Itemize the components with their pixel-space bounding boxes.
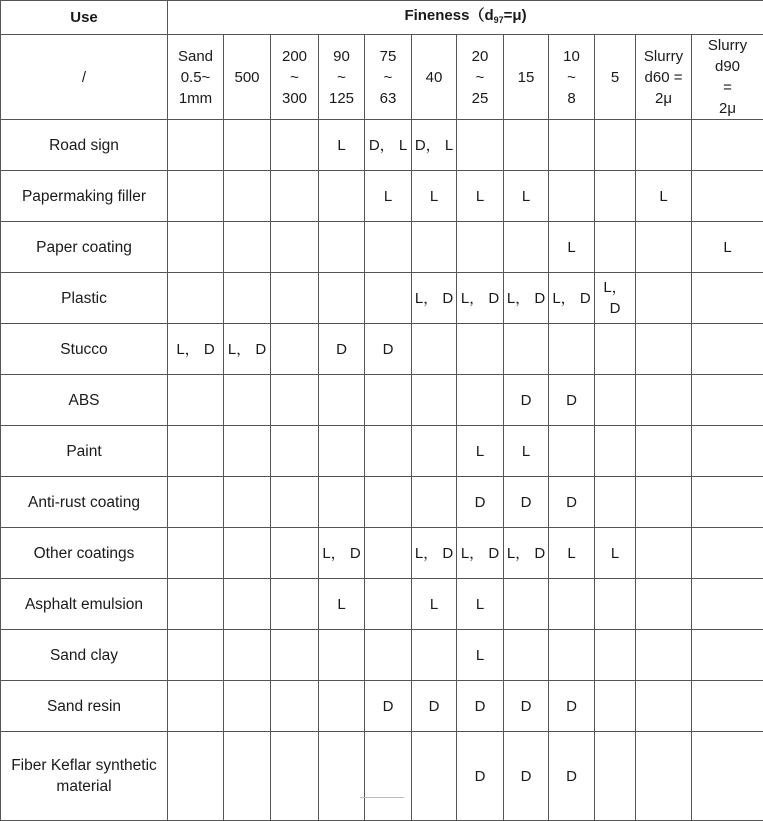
fineness-cell	[224, 732, 271, 821]
fineness-cell	[224, 273, 271, 324]
fineness-cell	[504, 579, 549, 630]
fineness-cell: L， D	[595, 273, 636, 324]
fineness-cell	[168, 120, 224, 171]
fineness-cell	[168, 477, 224, 528]
fineness-cell	[549, 171, 595, 222]
fineness-cell: D	[365, 324, 412, 375]
fineness-cell: D	[504, 681, 549, 732]
fineness-cell: L， D	[319, 528, 365, 579]
fineness-column-label: 75 ~ 63	[367, 46, 409, 109]
fineness-cell	[319, 375, 365, 426]
fineness-cell	[365, 630, 412, 681]
fineness-column-header	[168, 1, 763, 35]
fineness-cell: D	[504, 375, 549, 426]
table-row	[1, 222, 763, 273]
slash-cell: /	[1, 35, 168, 120]
fineness-column-label: 40	[414, 67, 454, 88]
fineness-cell	[168, 222, 224, 273]
fineness-cell	[271, 375, 319, 426]
fineness-cell	[412, 324, 457, 375]
fineness-cell	[549, 579, 595, 630]
fineness-label-prefix: Fineness（d	[404, 7, 493, 24]
table-row	[1, 477, 763, 528]
fineness-cell: D	[549, 375, 595, 426]
fineness-cell: L	[457, 426, 504, 477]
fineness-cell	[319, 426, 365, 477]
fineness-column-5	[412, 35, 457, 120]
fineness-cell	[457, 120, 504, 171]
fineness-cell	[365, 222, 412, 273]
fineness-cell	[692, 324, 763, 375]
fineness-cell	[595, 732, 636, 821]
fineness-cell	[168, 732, 224, 821]
fineness-column-label: 5	[597, 67, 633, 88]
fineness-cell	[595, 171, 636, 222]
fineness-cell: L	[504, 426, 549, 477]
fineness-cell	[457, 222, 504, 273]
fineness-cell	[595, 222, 636, 273]
fineness-cell	[412, 630, 457, 681]
fineness-cell	[692, 528, 763, 579]
fineness-cell	[224, 222, 271, 273]
use-cell: Other coatings	[1, 528, 168, 579]
fineness-cell	[271, 630, 319, 681]
fineness-cell	[271, 477, 319, 528]
fineness-cell	[168, 375, 224, 426]
fineness-cell	[549, 120, 595, 171]
fineness-column-0	[168, 35, 224, 120]
fineness-column-label: Slurry d60 = 2μ	[638, 46, 689, 109]
fineness-cell	[224, 375, 271, 426]
fineness-cell	[412, 426, 457, 477]
fineness-cell: L	[595, 528, 636, 579]
fineness-cell	[365, 273, 412, 324]
fineness-cell	[636, 273, 692, 324]
fineness-cell: L	[412, 171, 457, 222]
fineness-column-label: 500	[226, 67, 268, 88]
fineness-cell	[457, 375, 504, 426]
fineness-cell	[636, 222, 692, 273]
table-body	[1, 120, 763, 821]
fineness-cell	[504, 630, 549, 681]
fineness-cell	[168, 630, 224, 681]
fineness-cell	[271, 681, 319, 732]
use-cell: Sand resin	[1, 681, 168, 732]
fineness-cell	[692, 426, 763, 477]
fineness-column-4	[365, 35, 412, 120]
fineness-column-label: 200 ~ 300	[273, 46, 316, 109]
fineness-cell	[504, 222, 549, 273]
fineness-column-label: Slurry d90 = 2μ	[694, 35, 761, 119]
fineness-cell	[692, 273, 763, 324]
use-cell: Paint	[1, 426, 168, 477]
use-cell: Road sign	[1, 120, 168, 171]
fineness-cell	[412, 222, 457, 273]
fineness-cell	[224, 579, 271, 630]
fineness-cell	[692, 375, 763, 426]
fineness-cell: D	[457, 732, 504, 821]
fineness-cell	[271, 528, 319, 579]
use-cell: Sand clay	[1, 630, 168, 681]
fineness-column-label: 20 ~ 25	[459, 46, 501, 109]
fineness-cell	[636, 528, 692, 579]
fineness-cell	[595, 477, 636, 528]
table-row	[1, 273, 763, 324]
fineness-cell	[692, 171, 763, 222]
fineness-column-label: 10 ~ 8	[551, 46, 592, 109]
fineness-cell	[319, 681, 365, 732]
fineness-cell: L， D	[168, 324, 224, 375]
fineness-cell	[692, 579, 763, 630]
fineness-cell	[692, 732, 763, 821]
table-row	[1, 120, 763, 171]
fineness-cell	[365, 528, 412, 579]
fineness-column-11	[692, 35, 763, 120]
fineness-cell: L	[692, 222, 763, 273]
fineness-cell	[365, 579, 412, 630]
fineness-cell: D	[457, 681, 504, 732]
fineness-cell	[168, 426, 224, 477]
fineness-cell	[271, 324, 319, 375]
fineness-column-6	[457, 35, 504, 120]
fineness-column-label: 15	[506, 67, 546, 88]
use-cell: ABS	[1, 375, 168, 426]
fineness-cell: L	[365, 171, 412, 222]
fineness-cell	[168, 273, 224, 324]
fineness-cell	[549, 426, 595, 477]
fineness-cell	[636, 426, 692, 477]
fineness-cell: L， D	[457, 273, 504, 324]
fineness-cell: D	[504, 477, 549, 528]
fineness-cell	[636, 375, 692, 426]
fineness-cell: D	[319, 324, 365, 375]
fineness-cell	[365, 477, 412, 528]
fineness-cell: L	[457, 171, 504, 222]
fineness-cell	[319, 222, 365, 273]
fineness-cell	[412, 477, 457, 528]
fineness-cell	[224, 120, 271, 171]
table-row	[1, 528, 763, 579]
fineness-cell	[271, 222, 319, 273]
fineness-cell	[692, 477, 763, 528]
fineness-cell: D， L	[365, 120, 412, 171]
fineness-cell	[168, 681, 224, 732]
fineness-cell	[168, 171, 224, 222]
fineness-column-10	[636, 35, 692, 120]
fineness-cell: L	[549, 528, 595, 579]
fineness-cell	[457, 324, 504, 375]
fineness-cell	[365, 375, 412, 426]
fineness-cell	[224, 528, 271, 579]
fineness-cell	[636, 630, 692, 681]
fineness-cell	[595, 120, 636, 171]
fineness-cell: D	[412, 681, 457, 732]
fineness-cell	[271, 426, 319, 477]
table-row	[1, 579, 763, 630]
fineness-cell	[271, 120, 319, 171]
fineness-cell	[636, 681, 692, 732]
fineness-column-2	[271, 35, 319, 120]
table-row	[1, 375, 763, 426]
fineness-cell: D	[365, 681, 412, 732]
fineness-cell	[271, 171, 319, 222]
table-row	[1, 426, 763, 477]
fineness-cell: L	[319, 579, 365, 630]
fineness-cell: L	[549, 222, 595, 273]
fineness-cell	[595, 426, 636, 477]
fineness-cell	[224, 171, 271, 222]
fineness-cell: L， D	[549, 273, 595, 324]
table-row	[1, 732, 763, 821]
use-column-header: Use	[1, 1, 168, 35]
use-cell: Paper coating	[1, 222, 168, 273]
fineness-cell	[271, 579, 319, 630]
fineness-cell	[224, 477, 271, 528]
fineness-cell	[319, 477, 365, 528]
fineness-cell	[224, 681, 271, 732]
use-cell: Fiber Keflar synthetic material	[1, 732, 168, 821]
fineness-cell: L	[319, 120, 365, 171]
fineness-column-9	[595, 35, 636, 120]
fineness-cell	[412, 375, 457, 426]
fineness-cell: L， D	[412, 528, 457, 579]
fineness-cell	[271, 732, 319, 821]
fineness-cell	[595, 375, 636, 426]
fineness-cell: L， D	[457, 528, 504, 579]
fineness-column-8	[549, 35, 595, 120]
use-cell: Anti-rust coating	[1, 477, 168, 528]
fineness-cell	[692, 630, 763, 681]
fineness-cell	[595, 579, 636, 630]
fineness-cell	[224, 630, 271, 681]
use-cell: Papermaking filler	[1, 171, 168, 222]
fineness-cell	[595, 324, 636, 375]
fineness-cell	[224, 426, 271, 477]
table-header-row	[1, 1, 763, 35]
use-cell: Plastic	[1, 273, 168, 324]
use-cell: Asphalt emulsion	[1, 579, 168, 630]
fineness-label-suffix: =μ)	[504, 7, 527, 24]
fineness-column-label: 90 ~ 125	[321, 46, 362, 109]
fineness-cell: L， D	[504, 528, 549, 579]
fineness-cell	[319, 171, 365, 222]
fineness-subheader-row	[1, 35, 763, 120]
fineness-cell: D	[457, 477, 504, 528]
fineness-column-1	[224, 35, 271, 120]
fineness-cell	[412, 732, 457, 821]
fineness-cell	[636, 732, 692, 821]
fineness-column-3	[319, 35, 365, 120]
fineness-cell: D	[549, 732, 595, 821]
fineness-cell: D， L	[412, 120, 457, 171]
fineness-cell: L， D	[412, 273, 457, 324]
fineness-cell: L	[457, 630, 504, 681]
fineness-cell	[595, 630, 636, 681]
fineness-column-label: Sand 0.5~ 1mm	[170, 46, 221, 109]
fineness-cell: D	[549, 681, 595, 732]
fineness-cell: L	[457, 579, 504, 630]
fineness-cell: L， D	[504, 273, 549, 324]
fineness-cell	[271, 273, 319, 324]
fineness-cell	[168, 528, 224, 579]
fineness-cell	[692, 681, 763, 732]
use-cell: Stucco	[1, 324, 168, 375]
fineness-label-subscript: 97	[494, 15, 504, 25]
fineness-cell: L	[504, 171, 549, 222]
fineness-cell	[636, 324, 692, 375]
fineness-cell: D	[549, 477, 595, 528]
fineness-cell	[595, 681, 636, 732]
table-row	[1, 324, 763, 375]
fineness-cell	[636, 120, 692, 171]
fineness-cell	[319, 732, 365, 821]
table-row	[1, 681, 763, 732]
fineness-cell	[365, 732, 412, 821]
fineness-column-7	[504, 35, 549, 120]
fineness-cell	[168, 579, 224, 630]
fineness-cell	[692, 120, 763, 171]
fineness-cell	[636, 579, 692, 630]
fineness-cell: D	[504, 732, 549, 821]
table-row	[1, 171, 763, 222]
page-edge-mark	[360, 797, 404, 801]
fineness-cell	[549, 630, 595, 681]
fineness-cell	[504, 324, 549, 375]
fineness-cell	[319, 273, 365, 324]
fineness-cell	[549, 324, 595, 375]
fineness-cell: L	[636, 171, 692, 222]
fineness-cell	[319, 630, 365, 681]
table-row	[1, 630, 763, 681]
fineness-cell	[636, 477, 692, 528]
fineness-cell	[365, 426, 412, 477]
fineness-cell: L， D	[224, 324, 271, 375]
fineness-cell: L	[412, 579, 457, 630]
fineness-cell	[504, 120, 549, 171]
